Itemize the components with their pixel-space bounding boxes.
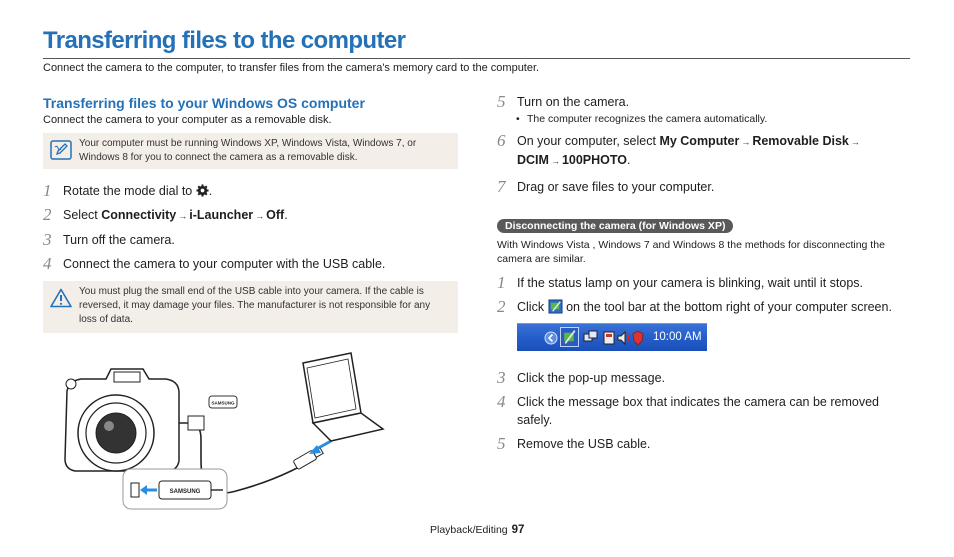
warning-note [43, 281, 458, 333]
arrow-icon: → [178, 211, 188, 221]
disconnect-step-1 [497, 274, 917, 292]
tray-expand-icon[interactable] [544, 331, 558, 345]
path-my-computer: My Computer [659, 134, 740, 148]
step-number: 7 [497, 177, 506, 196]
vista-note: With Windows Vista , Windows 7 and Windows 8 the methods for disconnecting the camera are similar. [497, 239, 885, 265]
disconnect-pill: Disconnecting the camera (for Windows XP) [497, 219, 733, 233]
mode-gear-icon [196, 184, 209, 197]
requirement-note-text: Your computer must be running Windows XP, Windows Vista, Windows 7, or Windows 8 for you to connect the camera as a removable disk. [79, 138, 417, 163]
arrow-icon: → [255, 211, 265, 221]
title-rule [43, 58, 910, 59]
security-tray-icon[interactable] [632, 330, 644, 346]
arrow-icon: → [741, 137, 751, 147]
intro-text: Connect the camera to the computer, to transfer files from the camera's memory card to the computer. [43, 62, 540, 74]
step-text: Click the message box that indicates the camera can be removed safely. [517, 395, 879, 427]
step-number: 5 [497, 92, 506, 111]
safely-remove-tray-icon[interactable] [560, 327, 579, 347]
right-column [497, 93, 917, 453]
section-subtext: Connect the camera to your computer as a removable disk. [43, 114, 332, 126]
page-title: Transferring files to the computer [43, 27, 406, 54]
disconnect-step-3 [497, 369, 917, 387]
right-step-7 [497, 178, 917, 196]
menu-i-launcher: i-Launcher [189, 208, 254, 222]
disconnect-step-5 [497, 435, 917, 453]
arrow-icon: → [550, 156, 560, 166]
safely-remove-hardware-icon [548, 299, 563, 314]
camera-port [131, 483, 139, 497]
camera-flash [114, 372, 140, 382]
camera-lens-glass [96, 413, 136, 453]
right-step-5 [497, 93, 917, 111]
menu-connectivity: Connectivity [101, 208, 177, 222]
step-text: Turn on the camera. [517, 95, 630, 109]
usb-inset [123, 469, 227, 509]
path-dcim: DCIM [517, 153, 549, 167]
page-footer [430, 524, 524, 536]
path-removable-disk: Removable Disk [752, 134, 849, 148]
warning-note-text: You must plug the small end of the USB cable into your camera. If the cable is reversed, it may damage your files. The manufacturer is not responsible for any loss of data. [79, 286, 431, 325]
display-tray-icon[interactable] [602, 330, 616, 346]
step-number: 4 [497, 392, 506, 411]
step-number: 1 [497, 273, 506, 292]
step-number: 2 [43, 205, 52, 224]
left-step-2 [43, 206, 458, 225]
step-text: Connect the camera to your computer with the USB cable. [63, 257, 386, 271]
left-step-3 [43, 231, 458, 249]
plug-brand-label: SAMSUNG [169, 489, 201, 495]
bullet-recognizes: • The computer recognizes the camera automatically. [497, 113, 917, 125]
step-text: Drag or save files to your computer. [517, 180, 715, 194]
step-tail: . [627, 153, 631, 167]
right-step-6 [497, 132, 917, 170]
arrow-icon: → [850, 137, 860, 147]
step-text: Turn off the camera. [63, 233, 175, 247]
step-number: 5 [497, 434, 506, 453]
disconnect-step-4 [497, 393, 917, 429]
requirement-note [43, 133, 458, 169]
left-column [43, 93, 458, 495]
step-text: On your computer, select [517, 134, 660, 148]
laptop-illustration [303, 353, 383, 441]
step-number: 3 [497, 368, 506, 387]
usb-device-icon [561, 328, 578, 346]
left-step-4 [43, 255, 458, 273]
path-100photo: 100PHOTO [561, 153, 628, 167]
windows-taskbar [517, 323, 707, 351]
step-text: If the status lamp on your camera is blinking, wait until it stops. [517, 276, 863, 290]
volume-tray-icon[interactable] [617, 330, 631, 346]
step-text: Click the pop-up message. [517, 371, 665, 385]
step-text-post: on the tool bar at the bottom right of your computer screen. [566, 300, 892, 314]
section-heading: Transferring files to your Windows OS computer [43, 95, 365, 111]
disconnect-step-2 [497, 298, 917, 316]
left-step-1 [43, 182, 458, 200]
note-pencil-icon [50, 140, 72, 160]
cable-label [209, 396, 237, 408]
step-text: Select [63, 208, 102, 222]
lens-reflection [104, 421, 114, 431]
step-text: Click [517, 300, 545, 314]
network-tray-icon[interactable] [583, 330, 599, 346]
footer-section: Playback/Editing [430, 524, 508, 536]
camera-dial [66, 379, 76, 389]
disconnect-section [497, 216, 917, 234]
step-number: 4 [43, 254, 52, 273]
page-number: 97 [511, 524, 525, 536]
cable-brand-label: SAMSUNG [211, 400, 235, 406]
usb-small-end [188, 416, 204, 430]
menu-off: Off [266, 208, 285, 222]
taskbar-clock[interactable]: 10:00 AM [653, 331, 702, 343]
step-number: 6 [497, 131, 506, 150]
step-text: Remove the USB cable. [517, 437, 651, 451]
warning-icon [50, 288, 72, 308]
usb-connection-illustration [61, 351, 391, 511]
usb-large-end [293, 446, 324, 470]
step-tail: . [284, 208, 288, 222]
step-tail: . [208, 184, 213, 198]
step-text: Rotate the mode dial to [63, 184, 193, 198]
step-number: 1 [43, 181, 52, 200]
step-number: 3 [43, 230, 52, 249]
step-number: 2 [497, 297, 506, 316]
